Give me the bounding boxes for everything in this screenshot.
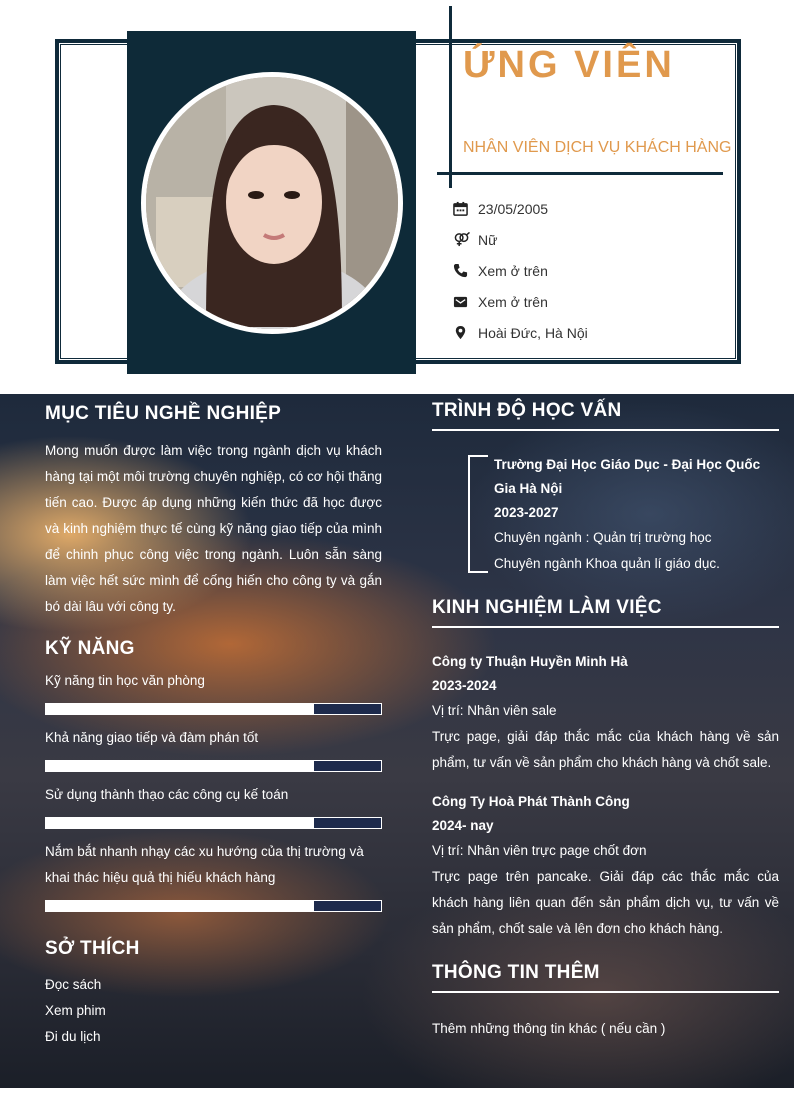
info-gender [453, 224, 733, 255]
skill-item [45, 725, 382, 772]
candidate-name: ỨNG VIÊN [463, 44, 675, 86]
education-heading: TRÌNH ĐỘ HỌC VẤN [432, 400, 622, 421]
name-horizontal-rule [437, 172, 723, 175]
candidate-title: NHÂN VIÊN DỊCH VỤ KHÁCH HÀNG [463, 139, 732, 156]
info-gender-text: Nữ [478, 231, 498, 248]
experience-position: Vị trí: Nhân viên sale [432, 703, 557, 718]
skill-item [45, 839, 382, 912]
education-school: Trường Đại Học Giáo Dục - Đại Học Quốc Gia Hà Nội [494, 457, 761, 496]
skill-bar-fill [46, 901, 314, 911]
education-faculty: Chuyên ngành Khoa quản lí giáo dục. [494, 556, 720, 571]
education-major: Chuyên ngành : Quản trị trường học [494, 530, 712, 545]
hobby-item: Xem phim [45, 1003, 106, 1018]
experience-rule [432, 626, 779, 628]
skill-item [45, 782, 382, 829]
extra-heading: THÔNG TIN THÊM [432, 962, 600, 983]
education-years: 2023-2027 [494, 505, 559, 520]
info-phone [453, 255, 733, 286]
skill-label: Nắm bắt nhanh nhạy các xu hướng của thị trường và khai thác hiệu quả thị hiếu khách hàng [45, 844, 364, 885]
skill-label: Khả năng giao tiếp và đàm phán tốt [45, 730, 259, 745]
info-birthdate [453, 193, 733, 224]
skill-bar [45, 703, 382, 715]
skill-bar-fill [46, 818, 314, 828]
education-bracket [468, 455, 488, 573]
info-phone-text: Xem ở trên [478, 262, 548, 279]
experience-description: Trực page, giải đáp thắc mắc của khách hàng về sản phẩm, tư vấn về sản phẩm cho khách hàng và chốt sale. [432, 729, 779, 770]
personal-info [453, 193, 733, 348]
experience-description: Trực page trên pancake. Giải đáp các thắc mắc của khách hàng liên quan đến sản phẩm dịch vụ, tư vấn về sản phẩm, chốt sale và lên đơn cho khách hàng. [432, 869, 779, 936]
cv-body [0, 394, 794, 1088]
skill-bar [45, 760, 382, 772]
objective-text: Mong muốn được làm việc trong ngành dịch vụ khách hàng tại một môi trường chuyên nghiệp, có cơ hội thăng tiến cao. Được áp dụng những kiến thức đã học được và kinh nghiệm thực tế cùng kỹ năng giao tiếp của mình để chinh phục công việc trong ngành. Luôn sẵn sàng làm việc hết sức mình để cống hiến cho công ty và gắn bó dài lâu với công ty. [45, 443, 382, 614]
experience-entry [432, 650, 779, 776]
calendar-icon [453, 200, 478, 218]
extra-rule [432, 991, 779, 993]
info-address-text: Hoài Đức, Hà Nội [478, 324, 588, 341]
skill-bar [45, 817, 382, 829]
hobbies-list [45, 972, 382, 1050]
map-marker-icon [453, 324, 478, 342]
left-column [45, 394, 382, 1050]
experience-heading: KINH NGHIỆM LÀM VIỆC [432, 597, 662, 618]
skill-bar-fill [46, 761, 314, 771]
skill-label: Sử dụng thành thạo các công cụ kế toán [45, 787, 289, 802]
experience-company: Công ty Thuận Huyền Minh Hà [432, 654, 628, 669]
info-address [453, 317, 733, 348]
hobby-item: Đi du lịch [45, 1029, 101, 1044]
right-column [432, 394, 779, 1042]
info-email [453, 286, 733, 317]
skills-heading: KỸ NĂNG [45, 638, 135, 659]
experience-company: Công Ty Hoà Phát Thành Công [432, 794, 630, 809]
hobbies-heading: SỞ THÍCH [45, 938, 140, 959]
skill-label: Kỹ năng tin học văn phòng [45, 673, 205, 688]
info-email-text: Xem ở trên [478, 293, 548, 310]
info-birthdate-text: 23/05/2005 [478, 200, 549, 217]
skills-list [45, 668, 382, 912]
experience-position: Vị trí: Nhân viên trực page chốt đơn [432, 843, 647, 858]
objective-heading: MỤC TIÊU NGHỀ NGHIỆP [45, 403, 282, 424]
skill-bar [45, 900, 382, 912]
name-vertical-rule [449, 6, 452, 188]
experience-years: 2024- nay [432, 818, 494, 833]
hobby-item: Đọc sách [45, 977, 102, 992]
education-entry [432, 453, 779, 577]
skill-item [45, 668, 382, 715]
gender-icon [453, 231, 478, 249]
extra-text: Thêm những thông tin khác ( nếu cần ) [432, 1021, 666, 1036]
avatar [146, 77, 398, 329]
envelope-icon [453, 293, 478, 311]
experience-entry [432, 790, 779, 942]
experience-years: 2023-2024 [432, 678, 497, 693]
education-rule [432, 429, 779, 431]
avatar-portrait [146, 77, 398, 329]
phone-icon [453, 262, 478, 280]
skill-bar-fill [46, 704, 314, 714]
cv-header [0, 0, 800, 394]
